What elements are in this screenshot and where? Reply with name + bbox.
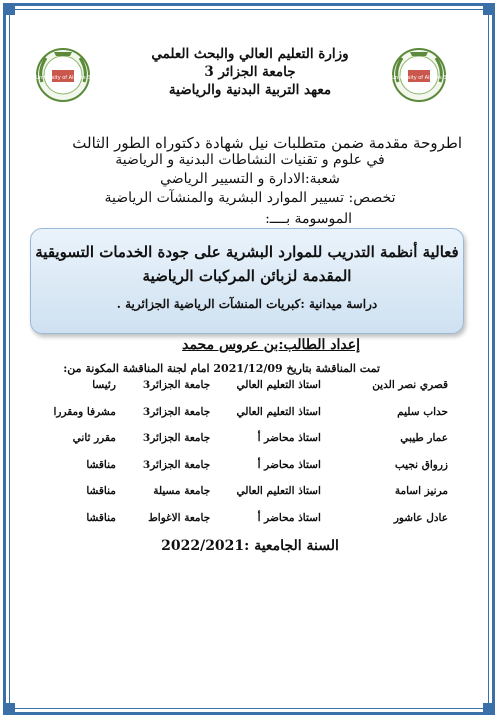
jury-university: جامعة الجزائر3 xyxy=(142,405,211,418)
ministry-name: وزارة التعليم العالي والبحث العلمي xyxy=(151,46,349,62)
corner-ornament xyxy=(3,703,15,715)
jury-university: جامعة الجزائر3 xyxy=(142,379,211,392)
jury-university: جامعة الجزائر3 xyxy=(142,458,211,471)
jury-name: حداب سليم xyxy=(397,405,448,418)
thesis-line-3: شعبة:الادارة و التسيير الرياضي xyxy=(160,171,340,187)
jury-table xyxy=(40,372,450,531)
corner-ornament xyxy=(483,703,495,715)
institute-name: معهد التربية البدنية والرياضية xyxy=(168,82,332,98)
jury-university: جامعة الجزائر3 xyxy=(142,432,211,445)
jury-name: مرنيز اسامة xyxy=(394,485,448,498)
academic-year: السنة الجامعية :2022/2021 xyxy=(161,538,339,554)
page-border-inner xyxy=(9,9,489,709)
jury-name: زرواق نجيب xyxy=(394,458,448,471)
jury-role: مقرر ثاني xyxy=(72,432,116,445)
logo-text: University of Algiers 3 xyxy=(35,75,91,81)
jury-role: مشرفا ومقررا xyxy=(53,405,116,418)
jury-role: مناقشا xyxy=(86,485,116,498)
thesis-line-4: تخصص: تسيير الموارد البشرية والمنشآت الرياضية xyxy=(104,190,396,206)
jury-role: مناقشا xyxy=(86,511,116,524)
university-logo-right xyxy=(388,42,450,104)
corner-ornament xyxy=(483,3,495,15)
jury-rank: استاذ محاضر أ xyxy=(257,458,321,471)
jury-row xyxy=(40,505,450,532)
jury-row xyxy=(40,478,450,505)
jury-rank: استاذ محاضر أ xyxy=(257,511,321,524)
thesis-line-5: الموسومة بــــ: xyxy=(265,211,352,227)
thesis-title-box xyxy=(30,228,464,334)
thesis-title-line-1: فعالية أنظمة التدريب للموارد البشرية على جودة الخدمات التسويقية xyxy=(35,243,459,261)
jury-role: رئيسا xyxy=(92,379,116,392)
jury-rank: استاذ التعليم العالي xyxy=(236,405,321,418)
student-name: إعداد الطالب:بن عروس محمد xyxy=(182,337,360,353)
university-logo-left xyxy=(32,42,94,104)
jury-university: جامعة الاغواط xyxy=(148,511,211,524)
jury-name: عمار طيبي xyxy=(400,432,448,445)
logo-text: University of Algiers 3 xyxy=(391,75,447,81)
jury-rank: استاذ التعليم العالي xyxy=(236,379,321,392)
jury-row xyxy=(40,399,450,426)
jury-name: قصري نصر الدين xyxy=(372,379,448,392)
jury-name: عادل عاشور xyxy=(393,511,448,524)
university-name: جامعة الجزائر 3 xyxy=(204,64,296,80)
jury-role: مناقشا xyxy=(86,458,116,471)
jury-rank: استاذ محاضر أ xyxy=(257,432,321,445)
thesis-title-line-2: المقدمة لزبائن المركبات الرياضية xyxy=(142,267,352,285)
corner-ornament xyxy=(3,3,15,15)
jury-row xyxy=(40,372,450,399)
jury-row xyxy=(40,452,450,479)
defense-statement: تمت المناقشة بتاريخ 2021/12/09 امام لجنة المناقشة المكونة من: xyxy=(63,362,380,375)
study-subtitle: دراسة ميدانية :كبريات المنشآت الرياضية الجزائرية . xyxy=(116,297,378,311)
jury-university: جامعة مسيلة xyxy=(153,485,211,498)
jury-rank: استاذ التعليم العالي xyxy=(236,485,321,498)
thesis-line-1: اطروحة مقدمة ضمن متطلبات نيل شهادة دكتوراه الطور الثالث xyxy=(72,134,462,152)
thesis-line-2: في علوم و تقنيات النشاطات البدنية و الرياضية xyxy=(115,152,385,168)
jury-row xyxy=(40,425,450,452)
